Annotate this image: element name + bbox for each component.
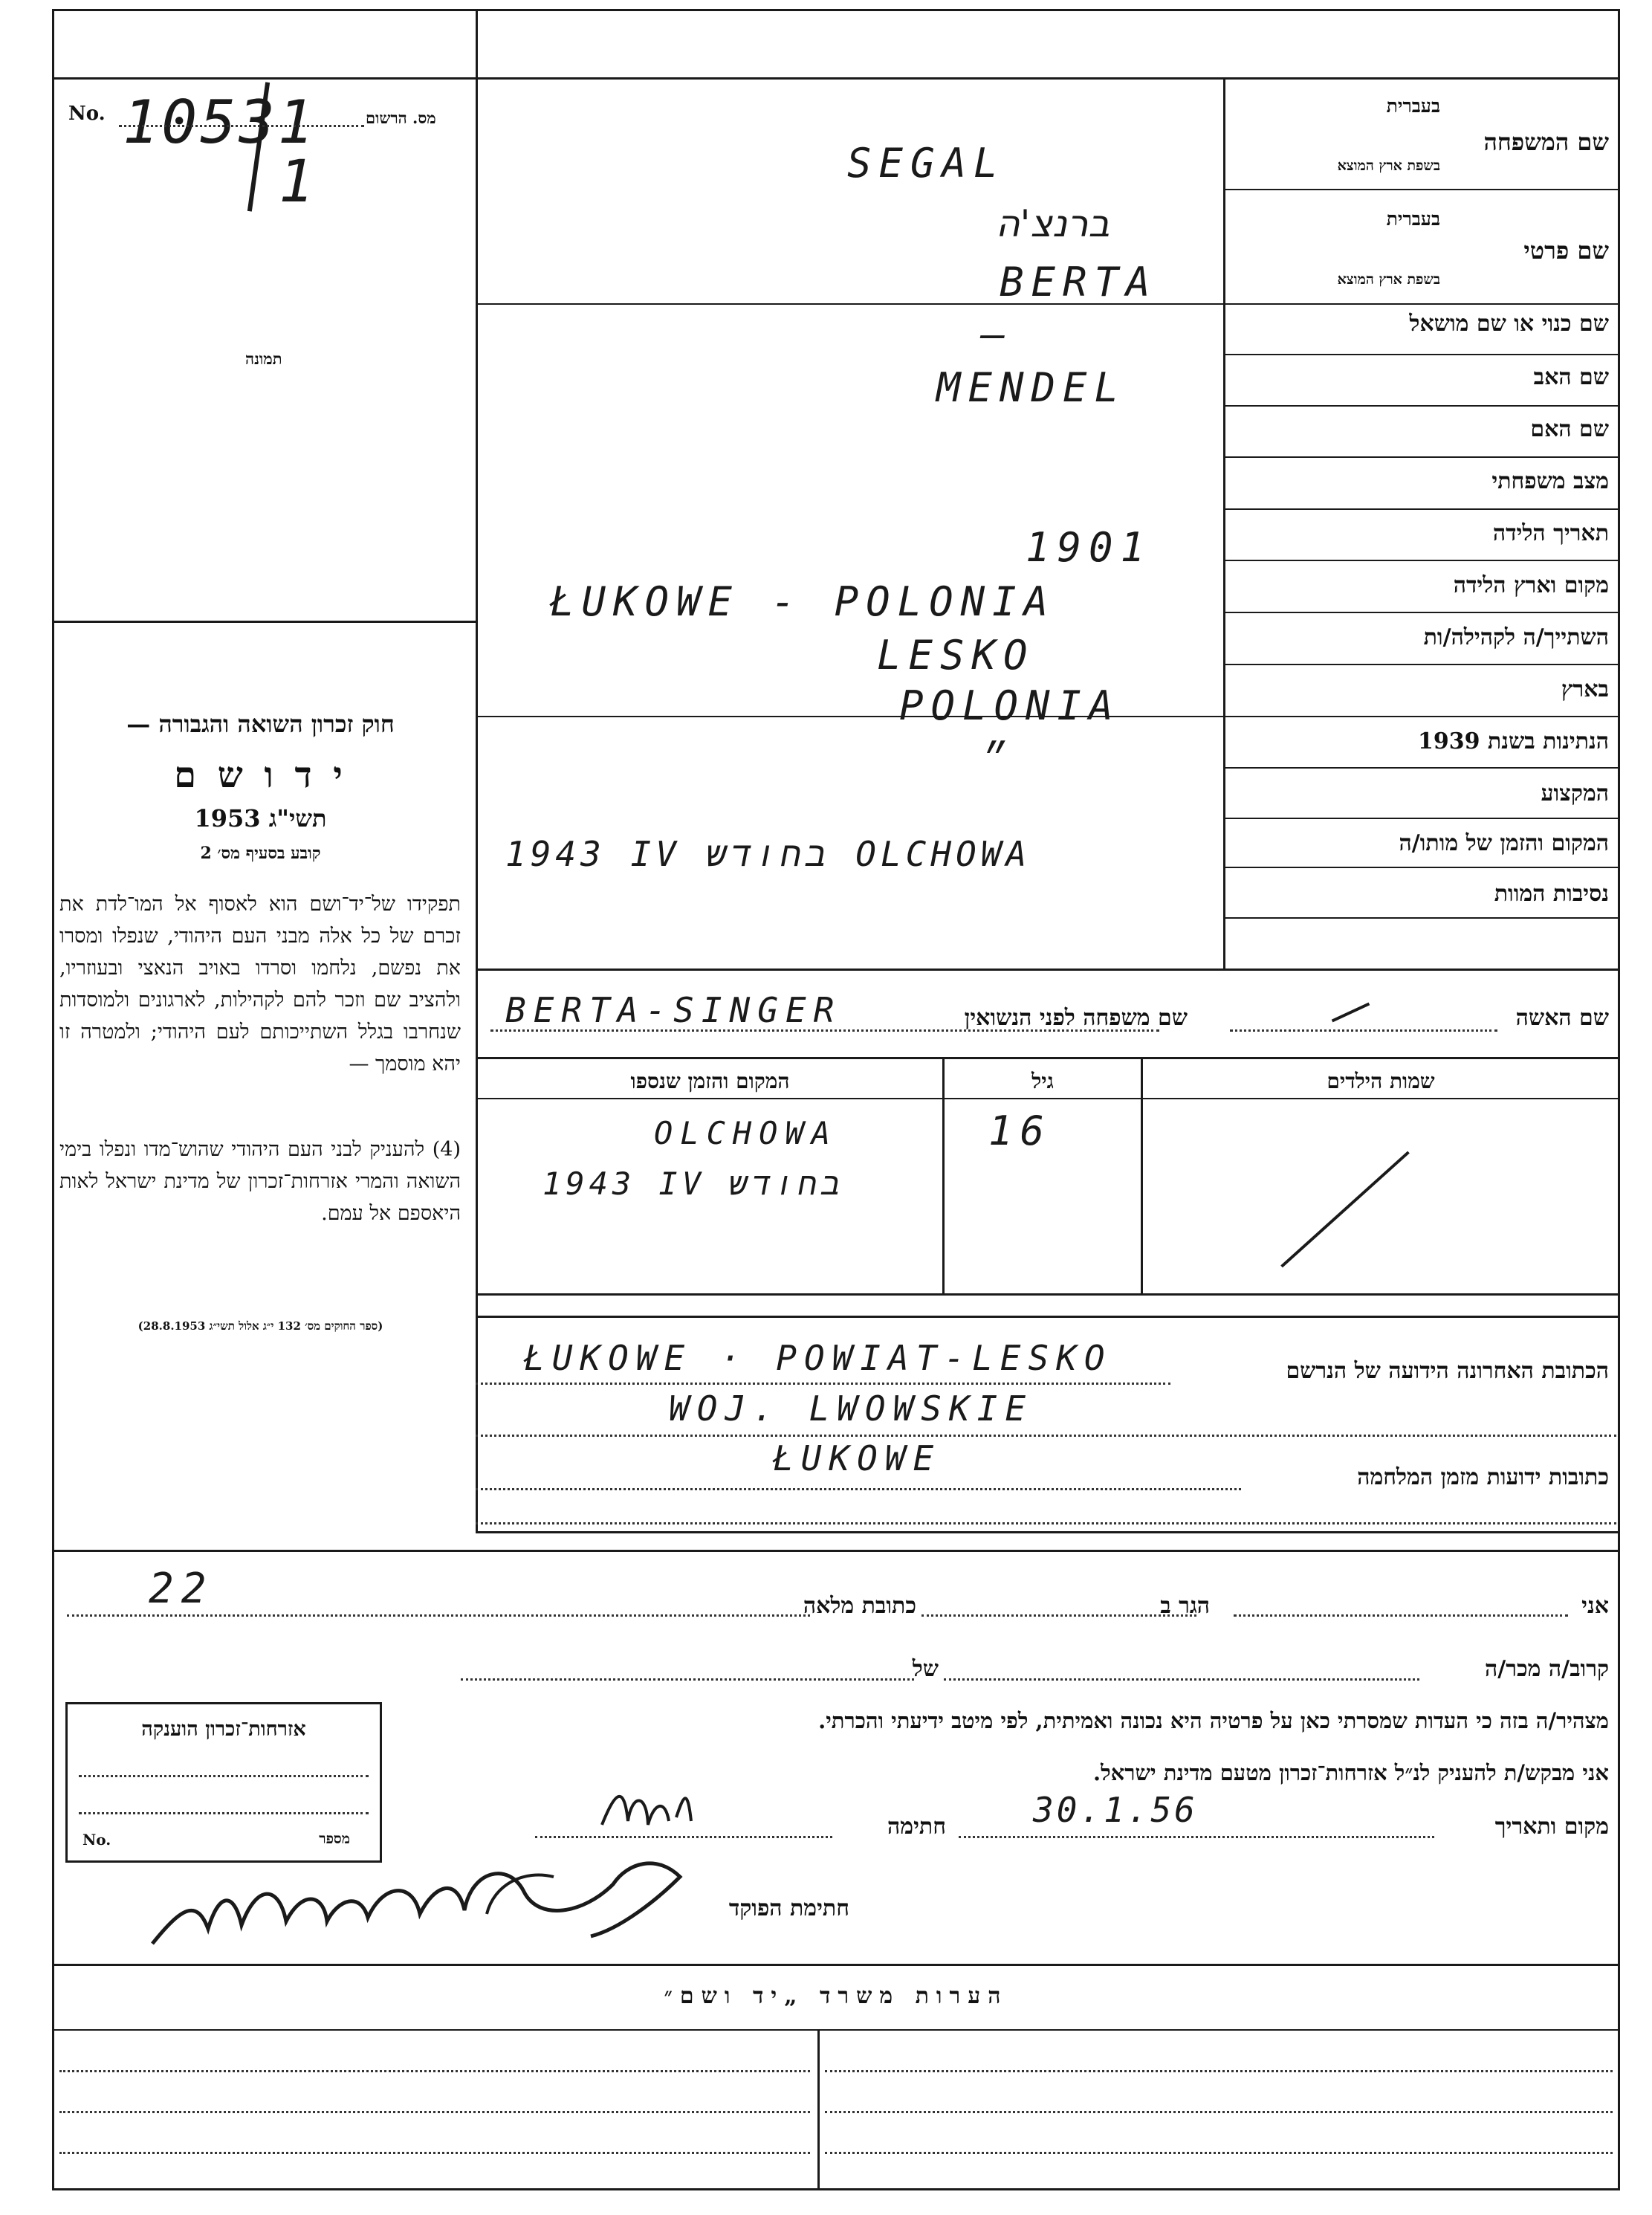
child-place-line-2: 1943 IV בחודש (542, 1165, 845, 1202)
firstname-hebrew-sublabel: בעברית (1386, 208, 1440, 230)
row-line (1223, 354, 1620, 355)
birthplace-label: מקום וארץ הלידה (1453, 572, 1609, 598)
frame-left (52, 9, 54, 2190)
house-number-value: 22 (149, 1565, 214, 1613)
father-latin-value: MENDEL (936, 364, 1127, 411)
law-name: י ד ו ש ם (174, 754, 347, 796)
children-cross-out (1280, 1151, 1410, 1268)
registration-suffix: 1 (279, 149, 321, 216)
remarks-title-line (52, 2029, 1620, 2031)
children-bottom-line (476, 1293, 1620, 1296)
law-title: חוק זכרון השואה והגבורה — (126, 710, 395, 738)
law-clause: קובע בסעיף מס׳ 2 (200, 844, 321, 863)
remarks-title: הערות משרד „יד ושם״ (664, 1983, 1008, 2009)
nationality-label: הנתינות בשנת 1939 (1417, 728, 1609, 754)
wartime-address-value: ŁUKOWE (773, 1438, 942, 1478)
photo-label: תמונה (245, 349, 282, 368)
row-line (1223, 612, 1620, 613)
declarant-signature (595, 1780, 713, 1840)
address-bottom-line (476, 1531, 1620, 1533)
surname-hebrew-sublabel: בעברית (1386, 95, 1440, 117)
remarks-line-5 (825, 2111, 1613, 2113)
address-dotted-line-2 (476, 1435, 1616, 1437)
last-address-label: הכתובת האחרונה הידועה של הנרשם (1286, 1358, 1609, 1384)
remarks-line-2 (59, 2111, 810, 2113)
firstname-origin-sublabel: בשפת ארץ המוצא (1337, 271, 1440, 288)
firstname-label: שם פרטי (1523, 236, 1609, 265)
death-value: 1943 IV בחודש OLCHOWA (505, 834, 1031, 874)
child-place-line-1: OLCHOWA (654, 1115, 838, 1151)
last-address-dotted-line (476, 1383, 1170, 1385)
country-value: POLONIA (899, 682, 1121, 729)
birthdate-label: תאריך הלידה (1492, 520, 1609, 546)
of-label: של (912, 1656, 939, 1682)
header-divider (52, 77, 1620, 80)
citizenship-line-2 (79, 1812, 369, 1814)
wartime-address-label: כתובות ידועות מזמן המלחמה (1357, 1464, 1609, 1490)
declarant-name-dotted-line (1234, 1614, 1568, 1617)
birthplace-value: ŁUKOWE - POLONIA (550, 578, 1056, 625)
country-label: בארץ (1561, 676, 1609, 702)
children-age-header: גיל (1031, 1069, 1054, 1093)
nickname-value: — (981, 311, 1013, 358)
resides-dotted-line (921, 1614, 1196, 1617)
child-age-value: 16 (988, 1108, 1052, 1154)
birthdate-value: 1901 (1026, 524, 1153, 571)
law-year: תשי"ג 1953 (194, 804, 327, 832)
spouse-bottom-line (476, 1057, 1620, 1059)
citizenship-box-title: אזרחות־זכרון הוענקה (141, 1718, 306, 1741)
wife-dash-mark (1332, 1003, 1370, 1023)
community-value: LESKO (877, 632, 1035, 679)
citizenship-box (65, 1702, 382, 1863)
declarant-i-label: אני (1581, 1593, 1609, 1619)
relative-dotted-line (944, 1678, 1419, 1681)
address-top-line (476, 1316, 1620, 1318)
mother-label: שם האם (1530, 416, 1609, 442)
registration-label: מס. הרשום (366, 109, 436, 127)
last-address-line-2: WOJ. LWOWSKIE (669, 1388, 1034, 1429)
death-cause-label: נסיבות המוות (1494, 881, 1609, 907)
address-dotted-line-4 (476, 1522, 1616, 1524)
place-date-label: מקום ותאריך (1494, 1814, 1609, 1840)
registration-number: 10531 (123, 88, 317, 157)
children-header-line (476, 1098, 1620, 1099)
wife-label: שם האשה (1515, 1005, 1609, 1031)
frame-right (1618, 9, 1620, 2190)
signature-label: חתימה (887, 1814, 946, 1840)
law-source: (ספר החוקים מס׳ 132 י״ג אלול תשי״ג 28.8.1953) (137, 1319, 383, 1333)
declaration-statement-2: אני מבקש/ת להעניק לנ״ל אזרחות־זכרון מטעם מדינת ישראל. (1093, 1760, 1609, 1785)
declaration-statement-1: מצהיר/ה בזה כי העדות שמסרתי כאן על פרטיה היא נכונה ואמיתית, לפי מיטב ידיעתי והכרתי. (818, 1708, 1609, 1733)
row-line (1223, 917, 1620, 919)
street-label: כתובת מלאה (803, 1593, 916, 1619)
occupation-label: המקצוע (1541, 780, 1609, 806)
surname-label: שם המשפחה (1483, 128, 1609, 156)
left-column-divider (476, 9, 478, 1533)
remarks-mid-line (817, 2029, 820, 2189)
community-label: השתייך/ה לקהילה/ות (1423, 624, 1609, 650)
wife-dotted-line (1230, 1029, 1497, 1032)
label-column-divider (1223, 77, 1225, 969)
remarks-line-1 (59, 2070, 810, 2072)
row-line (1223, 767, 1620, 769)
maiden-name-value: BERTA-SINGER (505, 990, 842, 1030)
firstname-hebrew-value: ברנצ'ה (996, 202, 1110, 245)
street-dotted-line (67, 1614, 810, 1617)
official-signature-label: חתימת הפוקד (728, 1895, 849, 1921)
row-line (1223, 189, 1620, 190)
frame-top (52, 9, 1620, 11)
nickname-label: שם כנוי או שם מושאל (1409, 311, 1609, 337)
law-paragraph-2: (4) להעניק לבני העם היהודי שהוש־מדו ונפלו בימי השואה והמרי אזרחות־זכרון של מדינת ישראל לאות היאספם אל עמם. (59, 1138, 461, 1225)
remarks-line-6 (825, 2152, 1613, 2154)
remarks-line-4 (825, 2070, 1613, 2072)
fields-bottom-line (476, 969, 1620, 971)
citizenship-line-1 (79, 1775, 369, 1777)
row-line (1223, 456, 1620, 458)
remarks-top-line (52, 1964, 1620, 1966)
death-label: המקום והזמן של מותו/ה (1399, 830, 1609, 856)
wartime-dotted-line (476, 1488, 1241, 1490)
row-line (1223, 664, 1620, 665)
date-value: 30.1.56 (1033, 1790, 1198, 1830)
last-address-line-1: ŁUKOWE · POWIAT-LESKO (524, 1338, 1112, 1378)
children-names-header: שמות הילדים (1327, 1069, 1435, 1093)
surname-latin-value: SEGAL (847, 140, 1005, 187)
row-line (1223, 560, 1620, 561)
citizenship-number-label: מספר (319, 1831, 350, 1847)
no-label: No. (68, 103, 106, 125)
declaration-top-line (52, 1550, 1620, 1552)
place-date-dotted-line (959, 1836, 1434, 1838)
relative-label: קרוב/ה מכר/ה (1485, 1656, 1609, 1682)
row-line (1223, 508, 1620, 510)
citizenship-no-label: No. (82, 1831, 111, 1849)
maiden-name-label: שם משפחה לפני הנשואין (964, 1005, 1188, 1031)
father-label: שם האב (1533, 364, 1609, 390)
resides-label: הגר ב (1160, 1593, 1210, 1619)
row-line (1223, 818, 1620, 819)
children-place-header: המקום והזמן שנספו (630, 1069, 790, 1093)
remarks-line-3 (59, 2152, 810, 2154)
row-line (1223, 405, 1620, 407)
of-dotted-line (461, 1678, 914, 1681)
row-line (1223, 867, 1620, 868)
marital-label: מצב משפחתי (1491, 468, 1609, 494)
firstname-latin-value: BERTA (1000, 259, 1158, 305)
nationality-value: ״ (981, 736, 1013, 783)
frame-bottom (52, 2188, 1620, 2190)
surname-origin-sublabel: בשפת ארץ המוצא (1337, 158, 1440, 174)
registration-dotted-line (119, 125, 364, 127)
law-paragraph-1: תפקידו של־יד־ושם הוא לאסוף אל המו־לדת את זכרם של כל אלה מבני העם היהודי, שנפלו ומסרו את נפשם, נלחמו וסרדו באויב הנאצי ובעוזריו, ולהציב שם וזכר להם לקהילות, לארגונים ולמוסדות שנחרבו בגלל השתייכותם לעם היהודי; ולמטרה זו יהא מוסמך — (59, 893, 461, 1076)
photo-box-bottom (52, 621, 477, 623)
